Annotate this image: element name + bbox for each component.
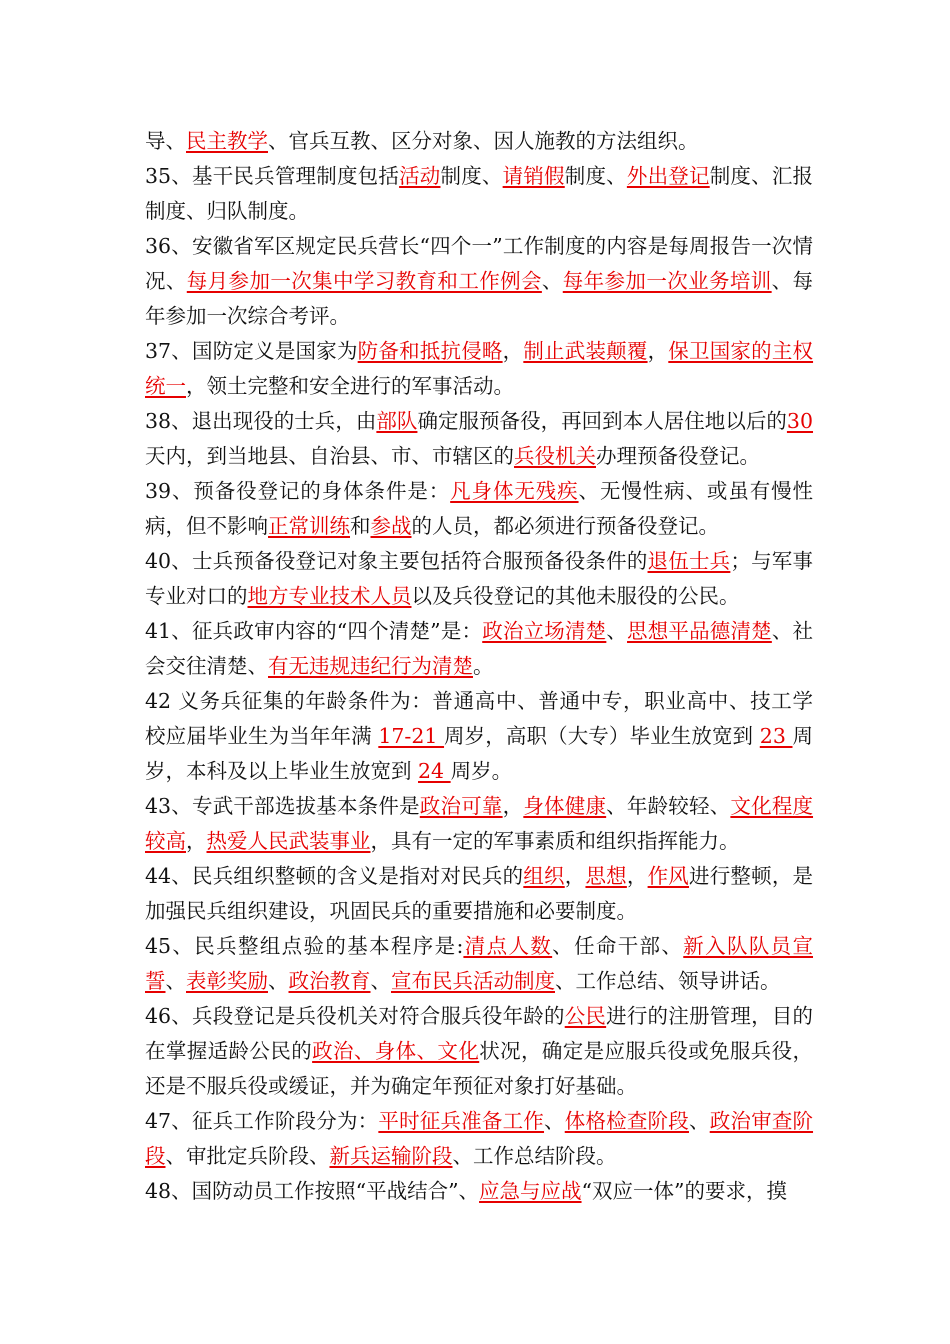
answer-text: 表彰奖励	[186, 969, 268, 993]
body-text: 46、兵段登记是兵役机关对符合服兵役年龄的	[145, 1004, 565, 1028]
document-paragraph	[145, 1174, 813, 1209]
body-text: 、每年参加一次综合考评。	[145, 269, 814, 328]
answer-text: 兵役机关	[514, 444, 596, 468]
body-text: 周岁，本科及以上毕业生放宽到	[145, 724, 813, 783]
body-text: 制度、	[564, 164, 627, 188]
body-text: 、	[370, 969, 391, 993]
body-text: 38、退出现役的士兵，由	[145, 409, 377, 433]
answer-text: 部队	[376, 409, 418, 433]
body-text: 44、民兵组织整顿的含义是指对对民兵的	[145, 864, 524, 888]
answer-text: 每年参加一次业务培训	[562, 269, 772, 293]
document-paragraph	[145, 124, 813, 159]
answer-text: 有无违规违纪行为清楚	[268, 654, 473, 678]
answer-text: 作风	[647, 864, 690, 888]
body-text: 状况，确定是应服兵役或免服兵役，还是不服兵役或缓证，并为确定年预征对象打好基础。	[145, 1039, 814, 1098]
answer-text: 外出登记	[626, 164, 710, 188]
body-text: 43、专武干部选拔基本条件是	[145, 794, 420, 818]
answer-text: 保卫国家的主权统一	[145, 339, 814, 398]
body-text: 和	[350, 514, 371, 538]
answer-text: 政治可靠	[419, 794, 503, 818]
answer-text: 防备和抵抗侵略	[357, 339, 503, 363]
body-text: 、	[268, 969, 289, 993]
answer-text: 应急与应战	[479, 1179, 582, 1203]
answer-text: 制止武装颠覆	[523, 339, 648, 363]
document-paragraph	[145, 474, 813, 544]
body-text: ，	[502, 794, 524, 818]
answer-text: 平时征兵准备工作	[378, 1109, 545, 1133]
document-paragraph	[145, 614, 813, 684]
answer-text: 23	[759, 724, 793, 748]
document-paragraph	[145, 334, 813, 404]
answer-text: 公民	[564, 1004, 607, 1028]
body-text: ，	[186, 829, 207, 853]
answer-text: 政治审查阶段	[145, 1109, 814, 1168]
answer-text: 新兵运输阶段	[329, 1144, 453, 1168]
document-paragraph	[145, 859, 813, 929]
document-paragraph	[145, 544, 813, 614]
answer-text: 每月参加一次集中学习教育和工作例会	[186, 269, 542, 293]
body-text: 进行整顿，是加强民兵组织建设，巩固民兵的重要措施和必要制度。	[145, 864, 814, 923]
body-text: ，	[647, 339, 669, 363]
body-text: 、	[165, 969, 186, 993]
answer-text: 政治立场清楚	[482, 619, 607, 643]
body-text: 37、国防定义是国家为	[145, 339, 358, 363]
document-page	[145, 124, 813, 1209]
answer-text: 政治、身体、文化	[312, 1039, 480, 1063]
answer-text: 体格检查阶段	[564, 1109, 689, 1133]
document-paragraph	[145, 404, 813, 474]
body-text: 、	[688, 1109, 710, 1133]
body-text: 。	[473, 654, 494, 678]
body-text: 天内，到当地县、自治县、市、市辖区的	[145, 444, 514, 468]
body-text: 确定服预备役，再回到本人居住地以后的	[417, 409, 787, 433]
body-text: 以及兵役登记的其他未服役的公民。	[411, 584, 740, 608]
document-paragraph	[145, 789, 813, 859]
body-text: 、	[606, 619, 628, 643]
body-text: 的人员，都必须进行预备役登记。	[411, 514, 719, 538]
answer-text: 思想平品德清楚	[627, 619, 772, 643]
body-text: 、	[544, 1109, 565, 1133]
body-text: 、任命干部、	[552, 934, 684, 958]
answer-text: 活动	[399, 164, 441, 188]
body-text: 周岁。	[450, 759, 513, 783]
answer-text: 新入队队员宣誓	[145, 934, 814, 993]
answer-text: 地方专业技术人员	[247, 584, 412, 608]
body-text: 、工作总结阶段。	[452, 1144, 617, 1168]
answer-text: 参战	[370, 514, 412, 538]
answer-text: 凡身体无残疾	[450, 479, 579, 503]
answer-text: 热爱人民武装事业	[206, 829, 371, 853]
body-text: ，	[564, 864, 586, 888]
body-text: “双应一体”的要求，摸	[581, 1179, 788, 1203]
body-text: ，具有一定的军事素质和组织指挥能力。	[370, 829, 740, 853]
body-text: 、年龄较轻、	[606, 794, 731, 818]
body-text: 、社会交往清楚、	[145, 619, 814, 678]
document-paragraph	[145, 229, 813, 334]
body-text: 、	[541, 269, 563, 293]
body-text: 周岁，高职（大专）毕业生放宽到	[444, 724, 760, 748]
answer-text: 17-21	[378, 724, 445, 748]
body-text: ，领土完整和安全进行的军事活动。	[186, 374, 514, 398]
body-text: 制度、汇报制度、归队制度。	[145, 164, 814, 223]
answer-text: 30	[786, 409, 814, 433]
body-text: 39、预备役登记的身体条件是：	[145, 479, 451, 503]
body-text: 41、征兵政审内容的“四个清楚”是：	[145, 619, 483, 643]
body-text: 45、民兵整组点验的基本程序是:	[145, 934, 464, 958]
answer-text: 退伍士兵	[647, 549, 731, 573]
answer-text: 政治教育	[288, 969, 371, 993]
answer-text: 文化程度较高	[145, 794, 814, 853]
body-text: 48、国防动员工作按照“平战结合”、	[145, 1179, 480, 1203]
body-text: 进行的注册管理，目的在掌握适龄公民的	[145, 1004, 813, 1063]
answer-text: 组织	[523, 864, 565, 888]
body-text: 40、士兵预备役登记对象主要包括符合服预备役条件的	[145, 549, 648, 573]
body-text: 导、	[145, 129, 186, 153]
body-text: 42 义务兵征集的年龄条件为：普通高中、普通中专，职业高中、技工学校应届毕业生为当年年满	[145, 689, 813, 748]
answer-text: 宣布民兵活动制度	[391, 969, 555, 993]
body-text: 35、基干民兵管理制度包括	[145, 164, 400, 188]
answer-text: 思想	[585, 864, 627, 888]
body-text: 办理预备役登记。	[596, 444, 760, 468]
answer-text: 身体健康	[523, 794, 607, 818]
document-paragraph	[145, 1104, 813, 1174]
body-text: 、无慢性病、或虽有慢性病，但不影响	[145, 479, 814, 538]
body-text: 、工作总结、领导讲话。	[555, 969, 781, 993]
answer-text: 清点人数	[463, 934, 553, 958]
document-paragraph	[145, 684, 813, 789]
body-text: 36、安徽省军区规定民兵营长“四个一”工作制度的内容是每周报告一次情况、	[145, 234, 813, 293]
body-text: 、官兵互教、区分对象、因人施教的方法组织。	[268, 129, 699, 153]
document-paragraph	[145, 929, 813, 999]
answer-text: 正常训练	[268, 514, 350, 538]
body-text: ，	[502, 339, 524, 363]
answer-text: 请销假	[502, 164, 565, 188]
document-paragraph	[145, 159, 813, 229]
body-text: ；与军事专业对口的	[145, 549, 813, 608]
body-text: ，	[626, 864, 648, 888]
document-paragraph	[145, 999, 813, 1104]
answer-text: 民主教学	[186, 129, 268, 153]
body-text: 、审批定兵阶段、	[165, 1144, 330, 1168]
body-text: 47、征兵工作阶段分为：	[145, 1109, 379, 1133]
answer-text: 24	[418, 759, 451, 783]
body-text: 制度、	[440, 164, 503, 188]
